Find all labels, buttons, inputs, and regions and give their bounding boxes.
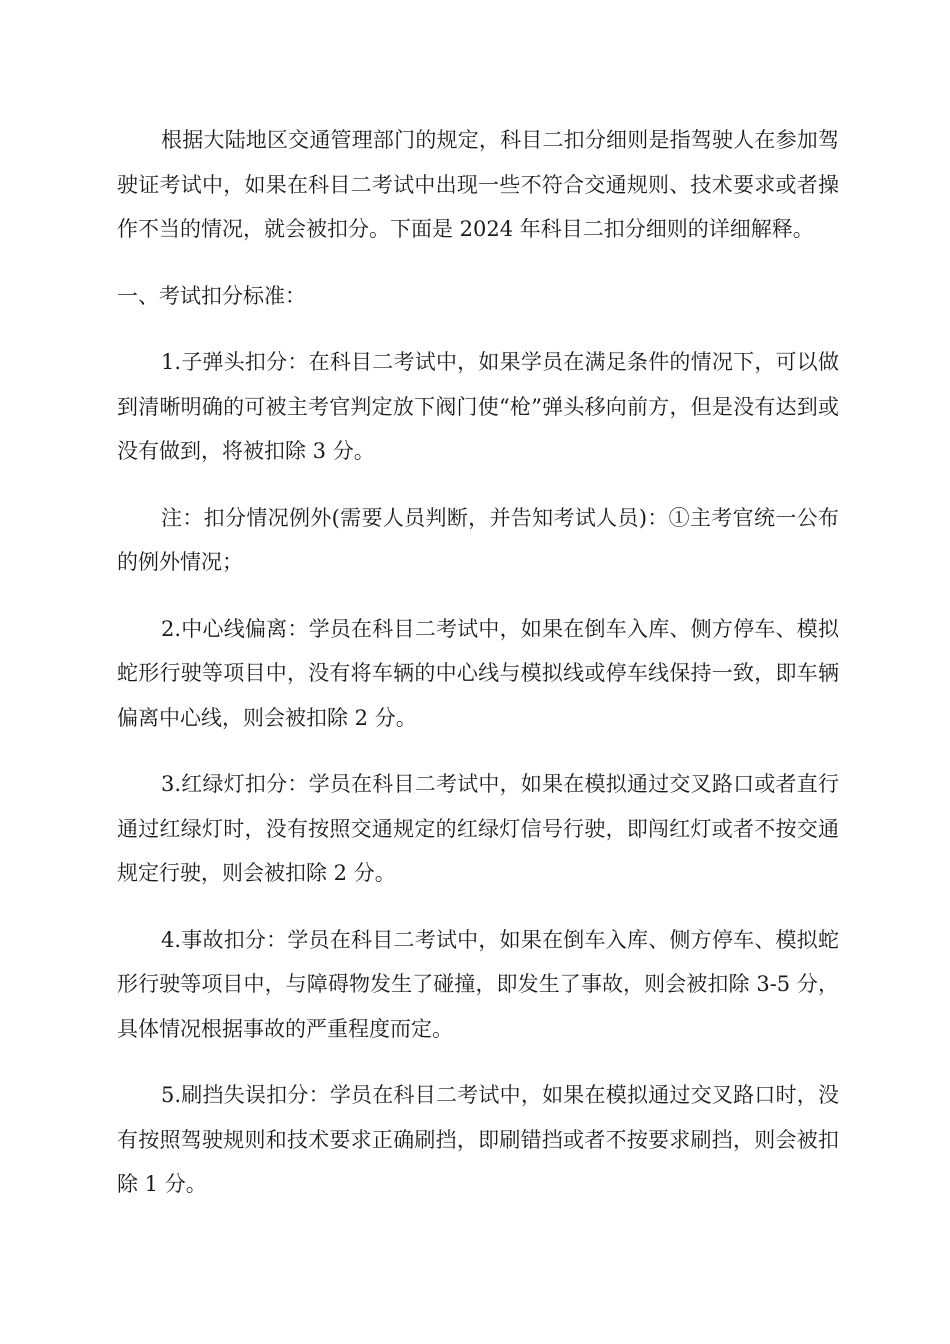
- rule-item-traffic-light: 3.红绿灯扣分：学员在科目二考试中，如果在模拟通过交叉路口或者直行通过红绿灯时，没有按照交通规定的红绿灯信号行驶，即闯红灯或者不按交通规定行驶，则会被扣除 2 分。: [117, 772, 839, 885]
- rule-item-accident: 4.事故扣分：学员在科目二考试中，如果在倒车入库、侧方停车、模拟蛇形行驶等项目中，与障碍物发生了碰撞，即发生了事故，则会被扣除 3-5 分，具体情况根据事故的严重程度而定。: [117, 927, 839, 1041]
- intro-paragraph: 根据大陆地区交通管理部门的规定，科目二扣分细则是指驾驶人在参加驾驶证考试中，如果在科目二考试中出现一些不符合交通规则、技术要求或者操作不当的情况，就会被扣分。下面是 2024 年科目二扣分细则的详细解释。: [117, 128, 839, 241]
- document-page: [117, 118, 839, 1229]
- section-heading: 一、考试扣分标准：: [117, 283, 306, 308]
- rule-item-centerline: 2.中心线偏离：学员在科目二考试中，如果在倒车入库、侧方停车、模拟蛇形行驶等项目中，没有将车辆的中心线与模拟线或停车线保持一致，即车辆偏离中心线，则会被扣除 2 分。: [117, 616, 839, 730]
- rule-note: 注：扣分情况例外(需要人员判断，并告知考试人员)：①主考官统一公布的例外情况；: [117, 505, 839, 574]
- rule-item-bullet-head: 1.子弹头扣分：在科目二考试中，如果学员在满足条件的情况下，可以做到清晰明确的可被主考官判定放下阀门使“枪”弹头移向前方，但是没有达到或没有做到，将被扣除 3 分。: [117, 350, 839, 463]
- rule-item-gear-shift: 5.刷挡失误扣分：学员在科目二考试中，如果在模拟通过交叉路口时，没有按照驾驶规则和技术要求正确刷挡，即刷错挡或者不按要求刷挡，则会被扣除 1 分。: [117, 1083, 839, 1196]
